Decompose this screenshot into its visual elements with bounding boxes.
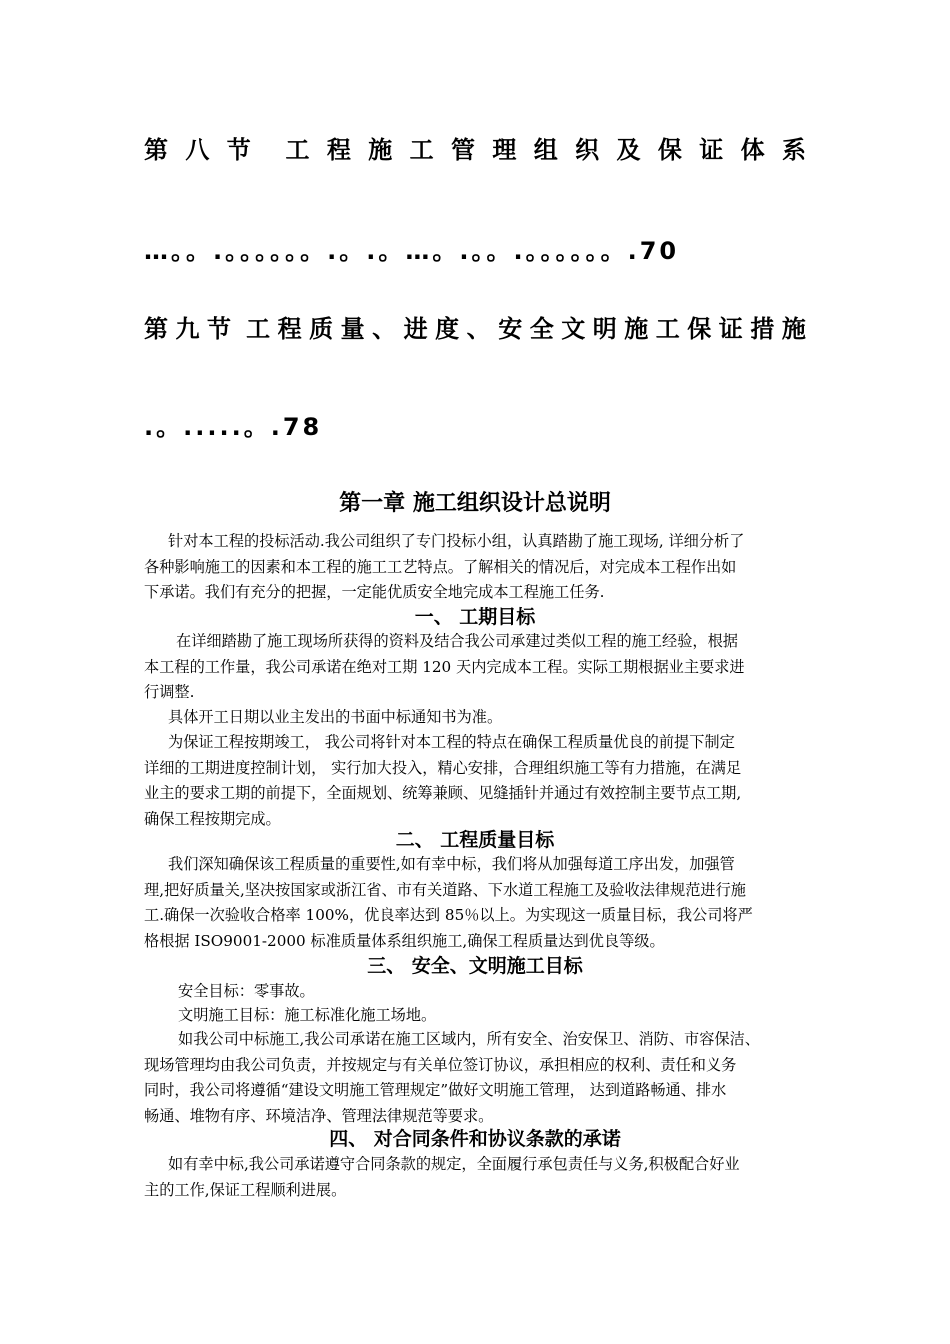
text-line: 畅通、堆物有序、环境洁净、管理法律规范等要求。 bbox=[144, 1106, 494, 1125]
section-3-paragraph-3 bbox=[144, 1027, 806, 1129]
text-line: 格根据 ISO9001-2000 标准质量体系组织施工,确保工程质量达到优良等级。 bbox=[144, 931, 665, 950]
toc-entry-9-title bbox=[144, 314, 806, 344]
toc-char: 量 bbox=[340, 315, 365, 343]
text-line: 本工程的工作量，我公司承诺在绝对工期 120 天内完成本工程。实际工期根据业主要求进 bbox=[144, 657, 745, 676]
text-line: 如有幸中标,我公司承诺遵守合同条款的规定，全面履行承包责任与义务,积极配合好业 bbox=[168, 1155, 740, 1173]
toc-char: 保 bbox=[687, 315, 712, 343]
toc-char: 度 bbox=[435, 315, 460, 343]
toc-char: 进 bbox=[403, 315, 428, 343]
text-line: 我们深知确保该工程质量的重要性,如有幸中标，我们将从加强每道工序出发，加强管 bbox=[168, 855, 735, 873]
chapter-title: 第一章 施工组织设计总说明 bbox=[339, 491, 611, 516]
section-2-paragraph-1 bbox=[144, 852, 806, 954]
text-line: 文明施工目标：施工标准化施工场地。 bbox=[178, 1006, 437, 1024]
text-line: 主的工作,保证工程顺利进展。 bbox=[144, 1180, 347, 1199]
text-line: 详细的工期进度控制计划， 实行加大投入，精心安排，合理组织施工等有力措施，在满足 bbox=[144, 758, 742, 777]
text-line: 各种影响施工的因素和本工程的施工工艺特点。了解相关的情况后，对完成本工程作出如 bbox=[144, 557, 737, 576]
text-line: 在详细踏勘了施工现场所获得的资料及结合我公司承建过类似工程的施工经验，根据 bbox=[176, 632, 738, 650]
toc-char: 第 bbox=[144, 136, 168, 164]
intro-paragraph bbox=[144, 529, 806, 606]
toc-char: 工 bbox=[655, 315, 680, 343]
toc-entry-9-leader: .。.....。.78 bbox=[144, 413, 323, 441]
toc-char: 程 bbox=[326, 136, 351, 164]
text-line: 同时，我公司将遵循“建设文明施工管理规定”做好文明施工管理， 达到道路畅通、排水 bbox=[144, 1081, 727, 1099]
text-line: 理,把好质量关,坚决按国家或浙江省、市有关道路、下水道工程施工及验收法律规范进行施 bbox=[144, 880, 746, 899]
toc-char: 、 bbox=[466, 315, 491, 343]
section-3-paragraph-2 bbox=[144, 1003, 806, 1029]
section-heading-quality: 二、 工程质量目标 bbox=[395, 829, 555, 851]
toc-char: 明 bbox=[592, 315, 617, 343]
text-line: 针对本工程的投标活动.我公司组织了专门投标小组，认真踏勘了施工现场, 详细分析了 bbox=[168, 532, 745, 550]
toc-char: 、 bbox=[372, 315, 397, 343]
section-heading-schedule: 一、 工期目标 bbox=[414, 606, 536, 628]
toc-char: 系 bbox=[782, 136, 806, 164]
section-1-paragraph-1 bbox=[144, 629, 806, 706]
toc-char: 九 bbox=[175, 315, 200, 343]
toc-char: 第 bbox=[144, 315, 168, 343]
toc-char: 施 bbox=[781, 315, 806, 343]
toc-char: 措 bbox=[750, 315, 775, 343]
toc-char: 保 bbox=[657, 136, 682, 164]
toc-char: 节 bbox=[226, 136, 251, 164]
toc-char: 证 bbox=[718, 315, 743, 343]
toc-char: 施 bbox=[624, 315, 649, 343]
toc-char: 全 bbox=[529, 315, 554, 343]
section-heading-contract: 四、 对合同条件和协议条款的承诺 bbox=[329, 1128, 621, 1150]
toc-char: 工 bbox=[409, 136, 434, 164]
toc-char: 管 bbox=[451, 136, 475, 164]
toc-char: 文 bbox=[561, 315, 586, 343]
toc-char: 组 bbox=[533, 136, 558, 164]
toc-char: 证 bbox=[699, 136, 724, 164]
section-4-paragraph-1 bbox=[144, 1152, 806, 1203]
text-line: 如我公司中标施工,我公司承诺在施工区域内，所有安全、治安保卫、消防、市容保洁、 bbox=[178, 1030, 760, 1048]
text-line: 安全目标：零事故。 bbox=[178, 982, 315, 1000]
text-line: 确保工程按期完成。 bbox=[144, 809, 281, 828]
toc-char: 八 bbox=[185, 136, 210, 164]
toc-char: 工 bbox=[285, 136, 310, 164]
text-line: 业主的要求工期的前提下，全面规划、统筹兼顾、见缝插针并通过有效控制主要节点工期, bbox=[144, 784, 742, 802]
toc-char: 施 bbox=[368, 136, 393, 164]
toc-char: 理 bbox=[492, 136, 517, 164]
section-1-paragraph-2 bbox=[144, 705, 806, 731]
toc-char: 程 bbox=[277, 315, 302, 343]
text-line: 行调整. bbox=[144, 683, 195, 701]
section-1-paragraph-3 bbox=[144, 730, 806, 832]
toc-char: 织 bbox=[575, 136, 600, 164]
text-line: 工.确保一次验收合格率 100%，优良率达到 85％以上。为实现这一质量目标，我公司将严 bbox=[144, 906, 753, 924]
toc-entry-8-title bbox=[144, 135, 806, 165]
toc-char: 安 bbox=[498, 315, 523, 343]
section-3-paragraph-1 bbox=[144, 979, 806, 1005]
toc-entry-8-leader: …。。.。。。。。。.。.。…。.。。.。。。。。。.70 bbox=[144, 237, 680, 265]
text-line: 为保证工程按期竣工， 我公司将针对本工程的特点在确保工程质量优良的前提下制定 bbox=[168, 733, 735, 751]
section-heading-safety: 三、 安全、文明施工目标 bbox=[367, 955, 583, 977]
toc-char: 工 bbox=[246, 315, 271, 343]
toc-char: 体 bbox=[740, 136, 765, 164]
text-line: 具体开工日期以业主发出的书面中标通知书为准。 bbox=[168, 708, 503, 726]
toc-char: 及 bbox=[616, 136, 641, 164]
toc-char: 节 bbox=[207, 315, 232, 343]
toc-char: 质 bbox=[309, 315, 334, 343]
text-line: 现场管理均由我公司负责，并按规定与有关单位签订协议，承担相应的权利、责任和义务 bbox=[144, 1055, 737, 1074]
text-line: 下承诺。我们有充分的把握，一定能优质安全地完成本工程施工任务. bbox=[144, 583, 605, 601]
